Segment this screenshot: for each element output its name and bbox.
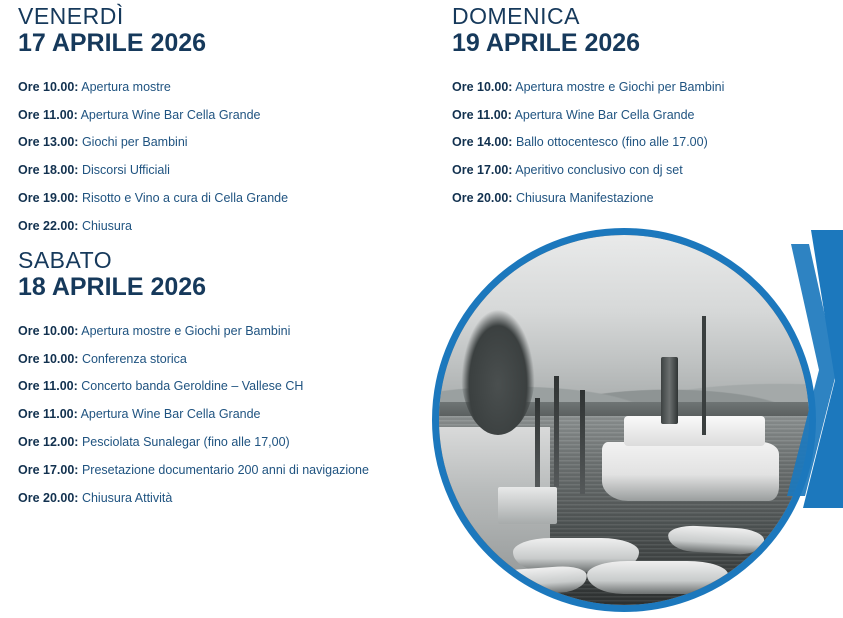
list-item bbox=[18, 79, 428, 96]
event-time: Ore 11.00: bbox=[452, 107, 512, 122]
list-item bbox=[18, 107, 428, 124]
photo-circle-frame bbox=[432, 228, 816, 612]
event-list-friday bbox=[18, 79, 428, 235]
event-time: Ore 10.00: bbox=[18, 323, 79, 338]
event-time: Ore 20.00: bbox=[452, 191, 513, 206]
list-item bbox=[18, 490, 428, 507]
list-item bbox=[452, 134, 842, 151]
photo-figure bbox=[432, 228, 822, 618]
event-desc: Aperitivo conclusivo con dj set bbox=[515, 163, 683, 178]
event-desc: Risotto e Vino a cura di Cella Grande bbox=[81, 191, 289, 206]
event-desc: Apertura Wine Bar Cella Grande bbox=[80, 407, 261, 422]
event-desc: Conferenza storica bbox=[81, 351, 187, 366]
list-item bbox=[18, 406, 428, 423]
day-block-friday bbox=[18, 4, 428, 246]
event-desc: Chiusura Attività bbox=[81, 490, 173, 505]
event-desc: Pesciolata Sunalegar (fino alle 17,00) bbox=[81, 435, 290, 450]
photo-mooring-pole bbox=[580, 390, 585, 494]
photo-small-dock bbox=[498, 487, 557, 524]
list-item bbox=[18, 378, 428, 395]
day-block-sunday bbox=[452, 4, 842, 218]
photo-steamboat-funnel bbox=[661, 357, 678, 424]
event-desc: Discorsi Ufficiali bbox=[81, 163, 170, 178]
list-item bbox=[452, 107, 842, 124]
photo-mooring-pole bbox=[554, 376, 559, 487]
event-desc: Giochi per Bambini bbox=[81, 135, 188, 150]
photo-mooring-pole bbox=[535, 398, 540, 487]
event-desc: Chiusura bbox=[81, 219, 132, 234]
photo-alt-text bbox=[432, 228, 433, 229]
day-block-saturday bbox=[18, 248, 428, 518]
event-time: Ore 10.00: bbox=[18, 351, 79, 366]
event-list-saturday bbox=[18, 323, 428, 507]
historic-steamboat-photo bbox=[439, 235, 809, 605]
event-time: Ore 13.00: bbox=[18, 135, 79, 150]
day-date-saturday: 18 APRILE 2026 bbox=[18, 273, 207, 302]
event-desc: Concerto banda Geroldine – Vallese CH bbox=[81, 379, 304, 394]
event-time: Ore 10.00: bbox=[18, 79, 79, 94]
photo-rowboat bbox=[587, 561, 728, 594]
list-item bbox=[18, 351, 428, 368]
event-time: Ore 18.00: bbox=[18, 163, 79, 178]
list-item bbox=[452, 162, 842, 179]
day-name-sunday: DOMENICA bbox=[452, 3, 580, 29]
list-item bbox=[18, 434, 428, 451]
list-item bbox=[18, 190, 428, 207]
day-name-friday: VENERDÌ bbox=[18, 3, 124, 29]
list-item bbox=[18, 323, 428, 340]
event-desc: Apertura Wine Bar Cella Grande bbox=[514, 107, 695, 122]
photo-steamboat-deck bbox=[624, 416, 765, 446]
event-time: Ore 14.00: bbox=[452, 135, 513, 150]
event-desc: Chiusura Manifestazione bbox=[515, 191, 654, 206]
list-item bbox=[18, 134, 428, 151]
day-date-friday: 17 APRILE 2026 bbox=[18, 29, 207, 58]
day-date-sunday: 19 APRILE 2026 bbox=[452, 29, 641, 58]
photo-steamboat-hull bbox=[602, 442, 780, 501]
day-name-saturday: SABATO bbox=[18, 247, 113, 273]
list-item bbox=[452, 190, 842, 207]
event-time: Ore 11.00: bbox=[18, 379, 78, 394]
event-time: Ore 10.00: bbox=[452, 79, 513, 94]
list-item bbox=[18, 162, 428, 179]
list-item bbox=[18, 462, 428, 479]
event-time: Ore 20.00: bbox=[18, 490, 79, 505]
event-desc: Presetazione documentario 200 anni di navigazione bbox=[81, 463, 369, 478]
event-time: Ore 17.00: bbox=[452, 163, 513, 178]
event-desc: Apertura mostre e Giochi per Bambini bbox=[515, 79, 725, 94]
event-desc: Apertura mostre e Giochi per Bambini bbox=[81, 323, 291, 338]
event-time: Ore 17.00: bbox=[18, 463, 79, 478]
event-time: Ore 19.00: bbox=[18, 191, 79, 206]
photo-steamboat-mast bbox=[702, 316, 706, 434]
list-item bbox=[452, 79, 842, 96]
event-desc: Ballo ottocentesco (fino alle 17.00) bbox=[515, 135, 708, 150]
photo-tree bbox=[461, 309, 535, 435]
event-list-sunday bbox=[452, 79, 842, 207]
event-time: Ore 11.00: bbox=[18, 107, 78, 122]
event-desc: Apertura mostre bbox=[81, 79, 171, 94]
event-time: Ore 22.00: bbox=[18, 219, 79, 234]
chevron-decoration bbox=[783, 230, 843, 508]
event-time: Ore 12.00: bbox=[18, 435, 79, 450]
event-desc: Apertura Wine Bar Cella Grande bbox=[80, 107, 261, 122]
list-item bbox=[18, 218, 428, 235]
event-time: Ore 11.00: bbox=[18, 407, 78, 422]
